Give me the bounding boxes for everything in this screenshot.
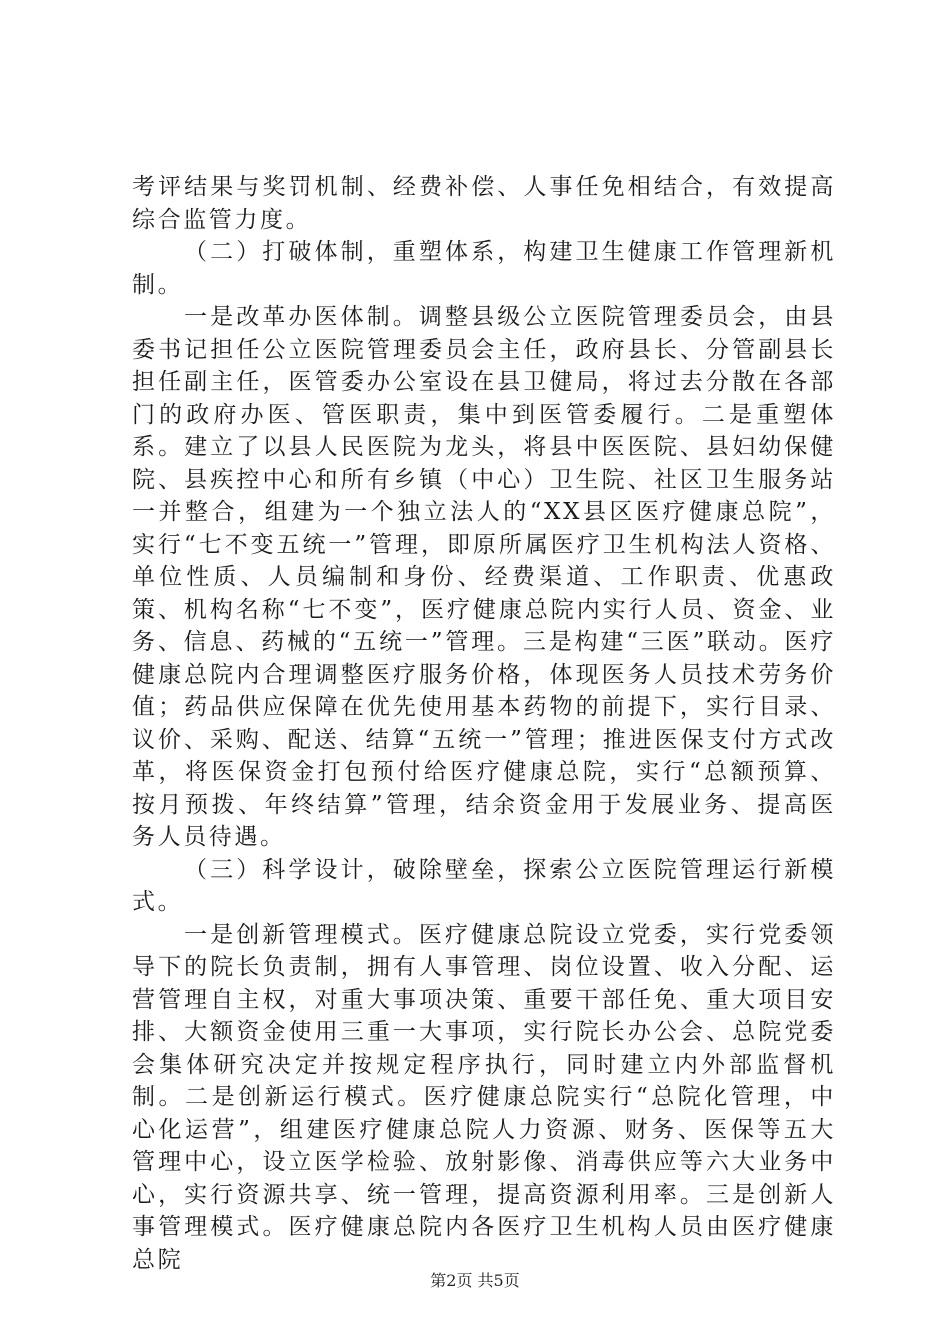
paragraph-continuation: 考评结果与奖罚机制、经费补偿、人事任免相结合，有效提高综合监管力度。: [132, 174, 836, 233]
paragraph-management-model: 一是创新管理模式。医疗健康总院设立党委，实行党委领导下的院长负责制，拥有人事管理、岗位设置、收入分配、运营管理自主权，对重大事项决策、重要干部任免、重大项目安排、大额资金使用三重一大事项，实行院长办公会、总院党委会集体研究决定并按规定程序执行，同时建立内外部监督机制。二是创新运行模式。医疗健康总院实行“总院化管理，中心化运营”，组建医疗健康总院人力资源、财务、医保等五大管理中心，设立医学检验、放射影像、消毒供应等六大业务中心，实行资源共享、统一管理，提高资源利用率。三是创新人事管理模式。医疗健康总院内各医疗卫生机构人员由医疗健康总院: [132, 921, 836, 1273]
page-number-footer: 第2页 共5页: [430, 1271, 520, 1290]
paragraph-reform-system: 一是改革办医体制。调整县级公立医院管理委员会，由县委书记担任公立医院管理委员会主任，政府县长、分管副县长担任副主任，医管委办公室设在县卫健局，将过去分散在各部门的政府办医、管医职责，集中到医管委履行。二是重塑体系。建立了以县人民医院为龙头，将县中医医院、县妇幼保健院、县疾控中心和所有乡镇（中心）卫生院、社区卫生服务站一并整合，组建为一个独立法人的“XX县区医疗健康总院”，实行“七不变五统一”管理，即原所属医疗卫生机构法人资格、单位性质、人员编制和身份、经费渠道、工作职责、优惠政策、机构名称“七不变”，医疗健康总院内实行人员、资金、业务、信息、药械的“五统一”管理。三是构建“三医”联动。医疗健康总院内合理调整医疗服务价格，体现医务人员技术劳务价值；药品供应保障在优先使用基本药物的前提下，实行目录、议价、采购、配送、结算“五统一”管理；推进医保支付方式改革，将医保资金打包预付给医疗健康总院，实行“总额预算、按月预拨、年终结算”管理，结余资金用于发展业务、提高医务人员待遇。: [132, 304, 836, 850]
section-heading-2: （二）打破体制，重塑体系，构建卫生健康工作管理新机制。: [132, 239, 836, 298]
document-body: [132, 171, 836, 1276]
section-heading-3: （三）科学设计，破除壁垒，探索公立医院管理运行新模式。: [132, 856, 836, 915]
